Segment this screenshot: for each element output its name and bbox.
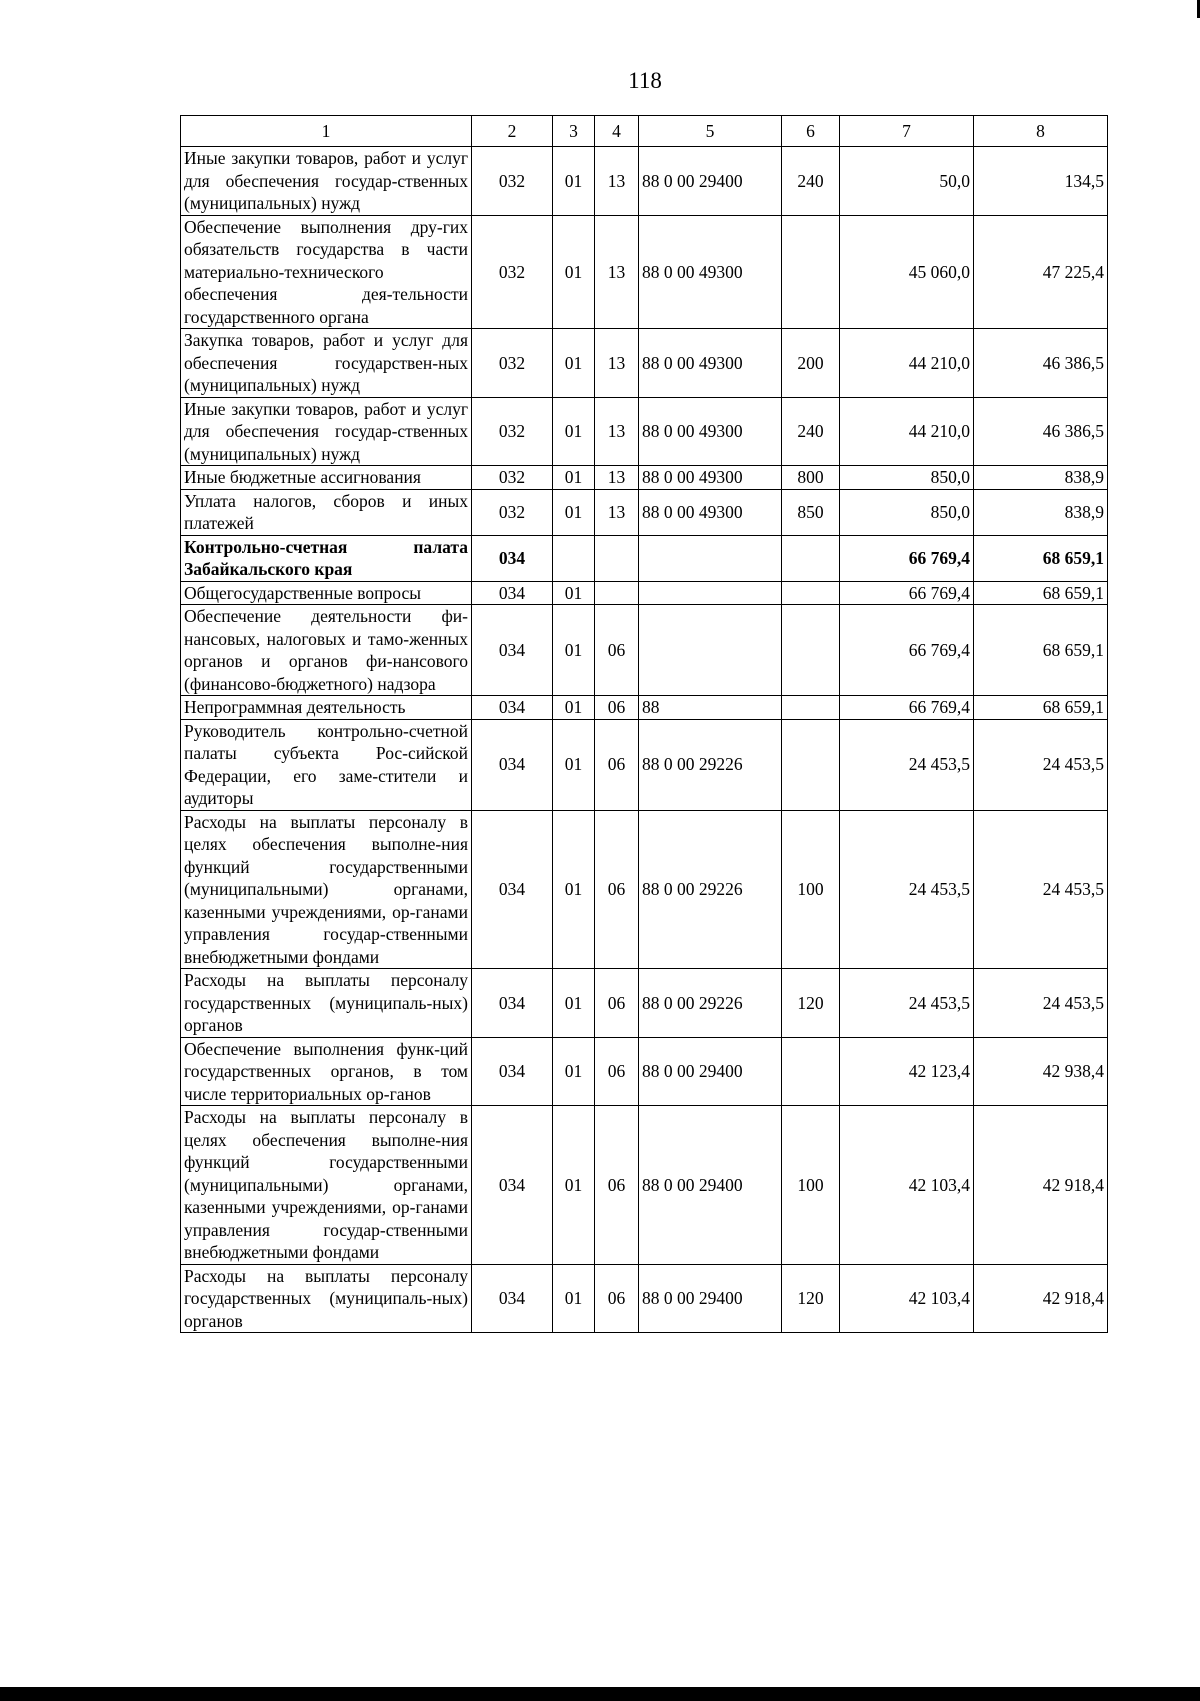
section-code-cell: 01 xyxy=(553,1037,595,1106)
target-article-cell: 88 0 00 29226 xyxy=(639,969,782,1038)
expense-type-cell: 240 xyxy=(782,147,840,216)
amount-col8-cell: 24 453,5 xyxy=(974,810,1108,969)
ministry-code-cell: 034 xyxy=(472,1264,553,1333)
ministry-code-cell: 032 xyxy=(472,329,553,398)
section-code-cell: 01 xyxy=(553,329,595,398)
amount-col8-cell: 46 386,5 xyxy=(974,397,1108,466)
amount-col8-cell: 47 225,4 xyxy=(974,215,1108,329)
table-row xyxy=(181,605,1108,696)
table-body xyxy=(181,147,1108,1333)
subsection-code-cell xyxy=(595,535,639,581)
amount-col7-cell: 66 769,4 xyxy=(840,605,974,696)
amount-col8-cell: 24 453,5 xyxy=(974,969,1108,1038)
table-row xyxy=(181,489,1108,535)
amount-col7-cell: 66 769,4 xyxy=(840,581,974,605)
subsection-code-cell: 13 xyxy=(595,147,639,216)
target-article-cell: 88 0 00 49300 xyxy=(639,466,782,490)
item-name-cell: Расходы на выплаты персоналу государственных (муниципаль-ных) органов xyxy=(181,1264,472,1333)
amount-col8-cell: 838,9 xyxy=(974,466,1108,490)
section-code-cell: 01 xyxy=(553,1264,595,1333)
section-code-cell: 01 xyxy=(553,215,595,329)
expense-type-cell: 800 xyxy=(782,466,840,490)
subsection-code-cell: 06 xyxy=(595,696,639,720)
target-article-cell xyxy=(639,581,782,605)
ministry-code-cell: 032 xyxy=(472,397,553,466)
ministry-code-cell: 034 xyxy=(472,581,553,605)
table-row xyxy=(181,466,1108,490)
amount-col8-cell: 24 453,5 xyxy=(974,719,1108,810)
amount-col7-cell: 44 210,0 xyxy=(840,397,974,466)
target-article-cell: 88 0 00 49300 xyxy=(639,215,782,329)
ministry-code-cell: 034 xyxy=(472,1037,553,1106)
target-article-cell: 88 0 00 29400 xyxy=(639,1106,782,1265)
target-article-cell: 88 0 00 29226 xyxy=(639,719,782,810)
amount-col8-cell: 46 386,5 xyxy=(974,329,1108,398)
expense-type-cell: 100 xyxy=(782,1106,840,1265)
amount-col8-cell: 42 918,4 xyxy=(974,1264,1108,1333)
item-name-cell: Закупка товаров, работ и услуг для обеспечения государствен-ных (муниципальных) нужд xyxy=(181,329,472,398)
table-row xyxy=(181,329,1108,398)
table-row xyxy=(181,535,1108,581)
amount-col7-cell: 850,0 xyxy=(840,489,974,535)
amount-col7-cell: 44 210,0 xyxy=(840,329,974,398)
ministry-code-cell: 034 xyxy=(472,535,553,581)
item-name-cell: Обеспечение деятельности фи-нансовых, налоговых и тамо-женных органов и органов фи-нансового (финансово-бюджетного) надзора xyxy=(181,605,472,696)
table-row xyxy=(181,581,1108,605)
subsection-code-cell: 06 xyxy=(595,969,639,1038)
ministry-code-cell: 034 xyxy=(472,696,553,720)
item-name-cell: Контрольно-счетная палата Забайкальского края xyxy=(181,535,472,581)
amount-col8-cell: 134,5 xyxy=(974,147,1108,216)
item-name-cell: Расходы на выплаты персоналу государственных (муниципаль-ных) органов xyxy=(181,969,472,1038)
target-article-cell: 88 0 00 49300 xyxy=(639,489,782,535)
ministry-code-cell: 032 xyxy=(472,147,553,216)
table-row xyxy=(181,397,1108,466)
table-row xyxy=(181,147,1108,216)
amount-col7-cell: 66 769,4 xyxy=(840,696,974,720)
item-name-cell: Иные закупки товаров, работ и услуг для обеспечения государ-ственных (муниципальных) нужд xyxy=(181,397,472,466)
subsection-code-cell: 06 xyxy=(595,719,639,810)
target-article-cell: 88 0 00 49300 xyxy=(639,397,782,466)
subsection-code-cell: 06 xyxy=(595,1106,639,1265)
item-name-cell: Непрограммная деятельность xyxy=(181,696,472,720)
expense-type-cell xyxy=(782,215,840,329)
amount-col7-cell: 45 060,0 xyxy=(840,215,974,329)
table-row xyxy=(181,810,1108,969)
column-header: 2 xyxy=(472,116,553,147)
column-header: 1 xyxy=(181,116,472,147)
amount-col7-cell: 850,0 xyxy=(840,466,974,490)
column-header: 5 xyxy=(639,116,782,147)
section-code-cell: 01 xyxy=(553,605,595,696)
scan-bottom-border xyxy=(0,1687,1200,1701)
expense-type-cell: 240 xyxy=(782,397,840,466)
amount-col7-cell: 42 103,4 xyxy=(840,1264,974,1333)
section-code-cell: 01 xyxy=(553,397,595,466)
ministry-code-cell: 034 xyxy=(472,810,553,969)
amount-col7-cell: 66 769,4 xyxy=(840,535,974,581)
subsection-code-cell: 13 xyxy=(595,466,639,490)
section-code-cell: 01 xyxy=(553,969,595,1038)
expense-type-cell xyxy=(782,581,840,605)
amount-col8-cell: 68 659,1 xyxy=(974,535,1108,581)
ministry-code-cell: 032 xyxy=(472,466,553,490)
table-row xyxy=(181,215,1108,329)
subsection-code-cell: 13 xyxy=(595,215,639,329)
item-name-cell: Руководитель контрольно-счетной палаты субъекта Рос-сийской Федерации, его заме-стители и аудиторы xyxy=(181,719,472,810)
amount-col7-cell: 24 453,5 xyxy=(840,810,974,969)
amount-col8-cell: 838,9 xyxy=(974,489,1108,535)
ministry-code-cell: 032 xyxy=(472,489,553,535)
table-row xyxy=(181,1264,1108,1333)
expense-type-cell xyxy=(782,696,840,720)
target-article-cell xyxy=(639,605,782,696)
budget-table xyxy=(180,115,1108,1333)
ministry-code-cell: 034 xyxy=(472,719,553,810)
column-header: 4 xyxy=(595,116,639,147)
column-header: 3 xyxy=(553,116,595,147)
target-article-cell: 88 xyxy=(639,696,782,720)
ministry-code-cell: 034 xyxy=(472,969,553,1038)
target-article-cell: 88 0 00 29400 xyxy=(639,1264,782,1333)
amount-col8-cell: 42 938,4 xyxy=(974,1037,1108,1106)
section-code-cell: 01 xyxy=(553,1106,595,1265)
section-code-cell xyxy=(553,535,595,581)
target-article-cell: 88 0 00 29400 xyxy=(639,1037,782,1106)
amount-col8-cell: 68 659,1 xyxy=(974,581,1108,605)
expense-type-cell xyxy=(782,719,840,810)
subsection-code-cell: 06 xyxy=(595,1037,639,1106)
column-header: 6 xyxy=(782,116,840,147)
section-code-cell: 01 xyxy=(553,581,595,605)
header-row xyxy=(181,116,1108,147)
subsection-code-cell: 13 xyxy=(595,397,639,466)
subsection-code-cell: 13 xyxy=(595,489,639,535)
expense-type-cell: 200 xyxy=(782,329,840,398)
target-article-cell: 88 0 00 49300 xyxy=(639,329,782,398)
item-name-cell: Иные закупки товаров, работ и услуг для обеспечения государ-ственных (муниципальных) нужд xyxy=(181,147,472,216)
section-code-cell: 01 xyxy=(553,489,595,535)
table-row xyxy=(181,969,1108,1038)
ministry-code-cell: 034 xyxy=(472,605,553,696)
item-name-cell: Уплата налогов, сборов и иных платежей xyxy=(181,489,472,535)
column-header: 8 xyxy=(974,116,1108,147)
item-name-cell: Расходы на выплаты персоналу в целях обеспечения выполне-ния функций государственными (муниципальными) органами, казенными учреждениями, ор-ганами управления государ-ственными внебюджетными фондами xyxy=(181,810,472,969)
target-article-cell: 88 0 00 29400 xyxy=(639,147,782,216)
section-code-cell: 01 xyxy=(553,719,595,810)
amount-col8-cell: 68 659,1 xyxy=(974,605,1108,696)
amount-col7-cell: 50,0 xyxy=(840,147,974,216)
subsection-code-cell: 06 xyxy=(595,810,639,969)
section-code-cell: 01 xyxy=(553,466,595,490)
table-row xyxy=(181,719,1108,810)
expense-type-cell: 120 xyxy=(782,969,840,1038)
target-article-cell: 88 0 00 29226 xyxy=(639,810,782,969)
expense-type-cell xyxy=(782,1037,840,1106)
amount-col7-cell: 42 123,4 xyxy=(840,1037,974,1106)
amount-col7-cell: 24 453,5 xyxy=(840,719,974,810)
expense-type-cell xyxy=(782,605,840,696)
subsection-code-cell: 06 xyxy=(595,605,639,696)
section-code-cell: 01 xyxy=(553,696,595,720)
subsection-code-cell: 06 xyxy=(595,1264,639,1333)
table-row xyxy=(181,1037,1108,1106)
item-name-cell: Расходы на выплаты персоналу в целях обеспечения выполне-ния функций государственными (муниципальными) органами, казенными учреждениями, ор-ганами управления государ-ственными внебюджетными фондами xyxy=(181,1106,472,1265)
ministry-code-cell: 034 xyxy=(472,1106,553,1265)
item-name-cell: Общегосударственные вопросы xyxy=(181,581,472,605)
item-name-cell: Обеспечение выполнения функ-ций государственных органов, в том числе территориальных ор-ганов xyxy=(181,1037,472,1106)
amount-col7-cell: 24 453,5 xyxy=(840,969,974,1038)
ministry-code-cell: 032 xyxy=(472,215,553,329)
table-row xyxy=(181,696,1108,720)
amount-col7-cell: 42 103,4 xyxy=(840,1106,974,1265)
amount-col8-cell: 68 659,1 xyxy=(974,696,1108,720)
column-header: 7 xyxy=(840,116,974,147)
item-name-cell: Иные бюджетные ассигнования xyxy=(181,466,472,490)
subsection-code-cell: 13 xyxy=(595,329,639,398)
section-code-cell: 01 xyxy=(553,147,595,216)
expense-type-cell: 100 xyxy=(782,810,840,969)
expense-type-cell: 120 xyxy=(782,1264,840,1333)
amount-col8-cell: 42 918,4 xyxy=(974,1106,1108,1265)
expense-type-cell: 850 xyxy=(782,489,840,535)
expense-type-cell xyxy=(782,535,840,581)
table-row xyxy=(181,1106,1108,1265)
section-code-cell: 01 xyxy=(553,810,595,969)
subsection-code-cell xyxy=(595,581,639,605)
item-name-cell: Обеспечение выполнения дру-гих обязательств государства в части материально-технического обеспечения дея-тельности государственного органа xyxy=(181,215,472,329)
target-article-cell xyxy=(639,535,782,581)
page-number: 118 xyxy=(628,68,662,93)
